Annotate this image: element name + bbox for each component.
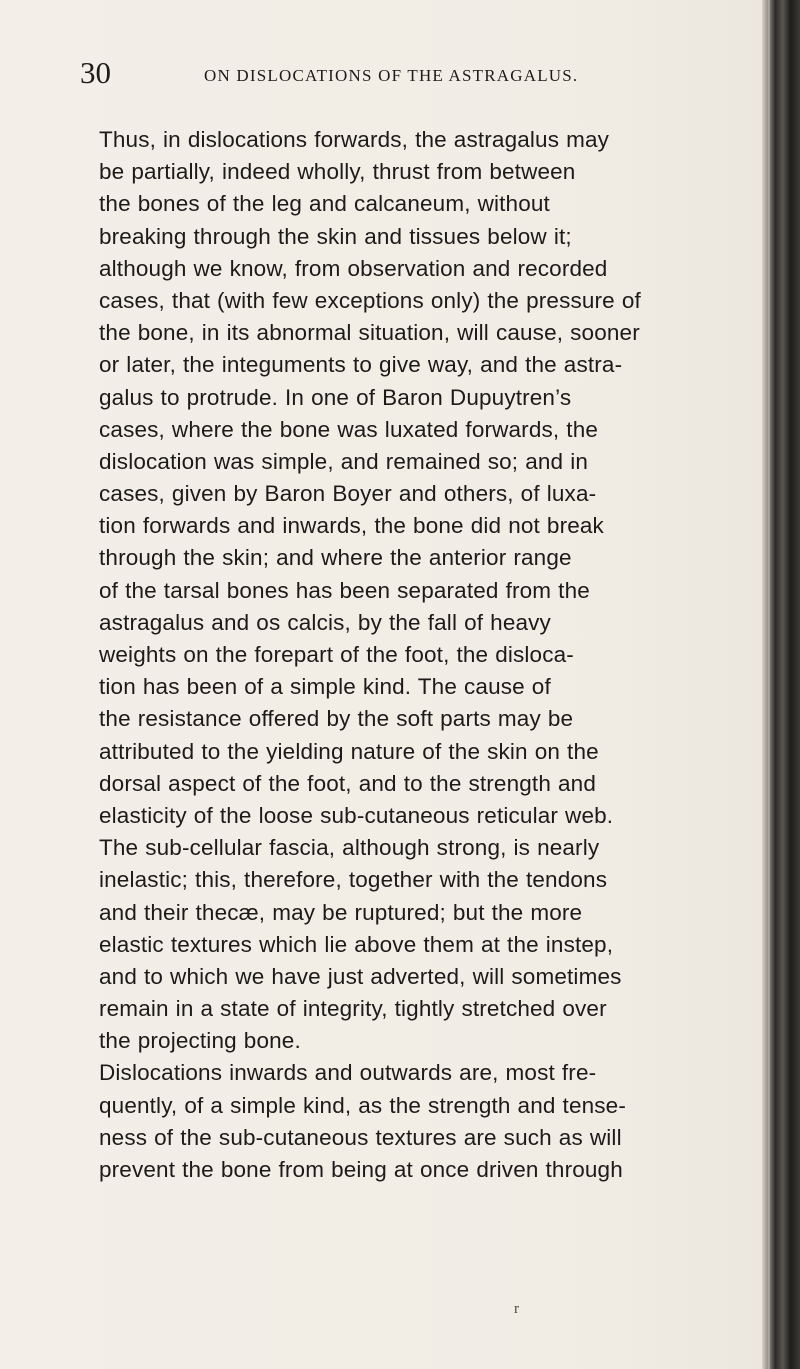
text-line: although we know, from observation and recorded — [99, 255, 608, 281]
text-line: the bones of the leg and calcaneum, without — [99, 191, 550, 217]
text-line: or later, the integuments to give way, and the astra- — [99, 352, 623, 378]
text-line: elastic textures which lie above them at the instep, — [99, 931, 614, 957]
text-line: ness of the sub-cutaneous textures are such as will — [99, 1124, 622, 1150]
text-line: weights on the forepart of the foot, the disloca- — [99, 642, 574, 667]
text-line: through the skin; and where the anterior range — [99, 545, 572, 571]
text-line: prevent the bone from being at once driven through — [99, 1157, 623, 1182]
text-line: dorsal aspect of the foot, and to the strength and — [99, 770, 596, 796]
body-text — [99, 124, 739, 1186]
text-line: dislocation was simple, and remained so; and in — [99, 448, 589, 474]
text-line: cases, given by Baron Boyer and others, of luxa- — [99, 481, 597, 507]
text-line: the projecting bone. — [99, 1028, 301, 1054]
text-line: and to which we have just adverted, will sometimes — [99, 963, 622, 989]
text-line: quently, of a simple kind, as the strength and tense- — [99, 1092, 626, 1118]
text-line: attributed to the yielding nature of the skin on the — [99, 738, 599, 764]
page-binding-edge — [762, 0, 800, 1369]
page-header — [80, 56, 700, 90]
running-head: ON DISLOCATIONS OF THE ASTRAGALUS. — [204, 66, 579, 85]
text-line: of the tarsal bones has been separated from the — [99, 577, 590, 603]
text-line: astragalus and os calcis, by the fall of heavy — [99, 609, 551, 635]
text-line: tion has been of a simple kind. The cause of — [99, 674, 551, 700]
text-line: Dislocations inwards and outwards are, most fre- — [99, 1060, 597, 1086]
text-line: remain in a state of integrity, tightly stretched over — [99, 996, 607, 1022]
text-line: elasticity of the loose sub-cutaneous reticular web. — [99, 802, 614, 828]
text-line: cases, that (with few exceptions only) the pressure of — [99, 287, 641, 313]
text-line: inelastic; this, therefore, together with the tendons — [99, 867, 608, 893]
text-line: the bone, in its abnormal situation, will cause, sooner — [99, 320, 640, 346]
stray-mark: r — [514, 1301, 519, 1317]
text-line: tion forwards and inwards, the bone did not break — [99, 513, 604, 539]
page-number: 30 — [80, 55, 111, 90]
text-line: breaking through the skin and tissues below it; — [99, 223, 572, 249]
text-line: The sub-cellular fascia, although strong, is nearly — [99, 835, 600, 861]
text-line: and their thecæ, may be ruptured; but the more — [99, 899, 583, 925]
text-line: cases, where the bone was luxated forwards, the — [99, 416, 599, 442]
text-line: be partially, indeed wholly, thrust from between — [99, 159, 576, 185]
text-line: Thus, in dislocations forwards, the astragalus may — [99, 127, 610, 152]
text-line: galus to protrude. In one of Baron Dupuytren’s — [99, 384, 572, 410]
text-line: the resistance offered by the soft parts may be — [99, 706, 574, 732]
